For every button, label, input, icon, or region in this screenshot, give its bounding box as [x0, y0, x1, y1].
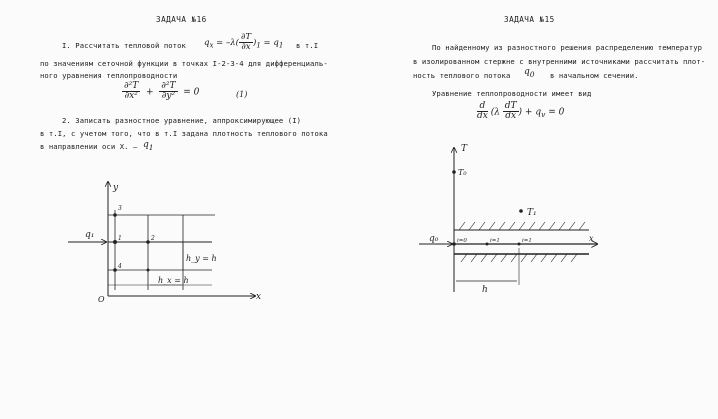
- t0-label: T₀: [458, 168, 467, 177]
- problem-16-p1-line1: I. Рассчитать тепловой поток: [62, 41, 186, 50]
- equation-number-1: (1): [236, 90, 248, 99]
- problem-16-p1-line2: по значениям сеточной функции в точках I-2-3-4 для дифференциаль-: [40, 59, 328, 68]
- t0-point: [452, 170, 456, 174]
- x-axis-label: x: [256, 292, 262, 302]
- problem-16-p2-line1: 2. Записать разностное уравнение, аппроксимирующее (I): [62, 116, 302, 125]
- q1-symbol-inline: $q_1$: [143, 140, 154, 152]
- h-label: h: [482, 285, 488, 295]
- t1-point: [519, 209, 523, 213]
- node-label-1: 1: [118, 235, 122, 242]
- hx-label: h_x = h: [158, 276, 189, 285]
- node-4: [113, 268, 117, 272]
- rod-heat-equation: $\frac{d}{dx}$ (λ $\frac{dT}{dx}$ ) + $q_v = 0$: [477, 101, 565, 122]
- node-1: [113, 240, 117, 244]
- problem-15-p1-line2: в изолированном стержне с внутренними источниками рассчитать плот-: [413, 57, 706, 66]
- problem-15-p1-line1: По найденному из разностного решения распределению температур: [432, 43, 703, 52]
- problem-16-p1-line3: ного уравнения теплопроводности: [40, 71, 178, 80]
- problem-15-p1-line3b: в начальном сечении.: [550, 71, 639, 80]
- rod-node-1: [486, 243, 489, 246]
- node-extra: [147, 269, 150, 272]
- y-axis-label: y: [113, 183, 119, 193]
- insulation-hatching-top: [459, 222, 585, 230]
- flux-label: q₁: [85, 230, 95, 240]
- origin-label: O: [98, 295, 105, 304]
- q0-label: q₀: [429, 234, 439, 244]
- right-page-problem-15: [359, 0, 718, 419]
- problem-16-p2-line3: в направлении оси X. –: [40, 142, 138, 151]
- problem-15-p1-line3a: ность теплового потока: [413, 71, 511, 80]
- node-label-4: 4: [118, 263, 122, 270]
- problem-16-p1-tail: в т.I: [296, 41, 319, 50]
- node-label-3: 3: [118, 205, 122, 212]
- problem-16-p2-line2: в т.I, с учетом того, что в т.I задана плотность теплового потока: [40, 129, 328, 138]
- rod-node-label-0: i=0: [457, 238, 467, 244]
- t1-label: T₁: [527, 208, 537, 218]
- rod-node-2: [518, 243, 521, 246]
- heat-flux-formula: $q_x = -\lambda$( $\frac{\partial T}{\partial x}$ )$_1 = q_1$: [204, 32, 284, 52]
- node-2: [146, 240, 150, 244]
- problem-15-title: ЗАДАЧА №15: [504, 15, 555, 24]
- rod-diagram: [359, 0, 718, 419]
- rod-node-label-1: i=1: [490, 238, 500, 244]
- t-axis-label: T: [461, 144, 468, 154]
- problem-15-p2-line1: Уравнение теплопроводности имеет вид: [432, 89, 592, 98]
- x-axis-label-rod: x: [589, 234, 594, 243]
- rod-node-0: [452, 242, 456, 246]
- node-3: [113, 213, 117, 217]
- q0-symbol-inline: $q_0$: [524, 67, 535, 79]
- laplace-equation: $\frac{\text{∂²T}}{\text{∂x²}}$ + $\frac{\text{∂²T}}{\text{∂y²}}$ = 0: [124, 81, 200, 102]
- node-label-2: 2: [151, 235, 155, 242]
- hy-label: h_y = h: [186, 254, 217, 263]
- problem-16-title: ЗАДАЧА №16: [156, 15, 207, 24]
- rod-node-label-2: i=1: [522, 238, 532, 244]
